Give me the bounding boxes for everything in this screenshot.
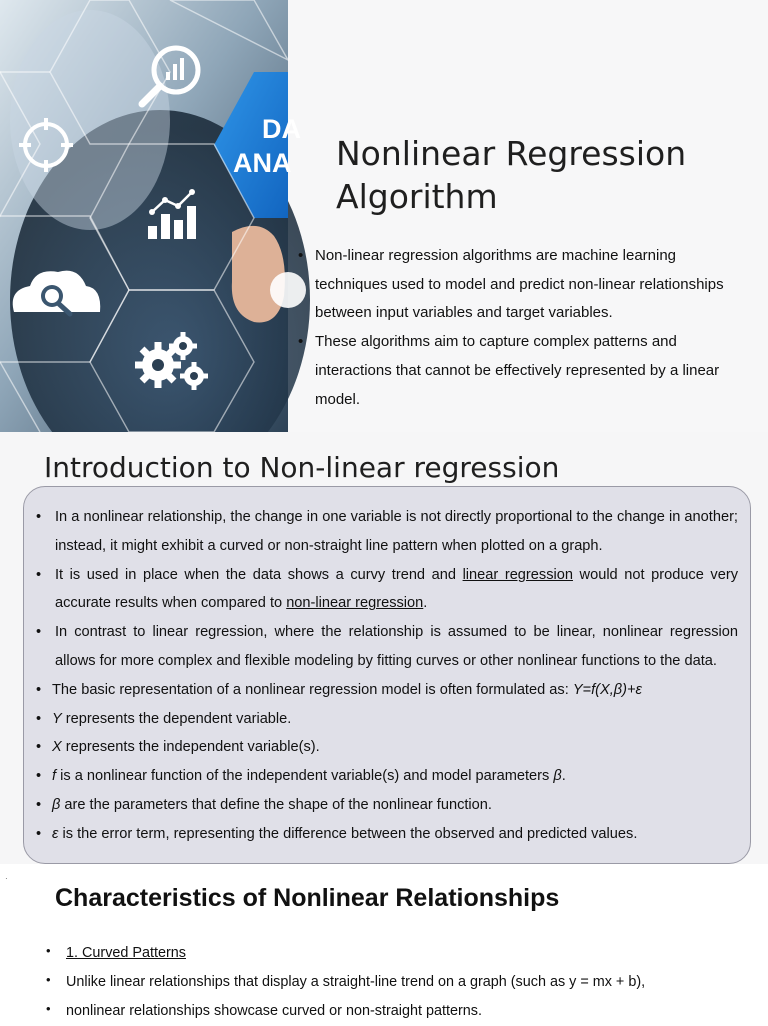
decorative-dot: ·	[5, 874, 8, 883]
symbol: X	[52, 739, 62, 756]
bullet-text: is a nonlinear function of the independent variable(s) and model parameters	[56, 768, 554, 785]
content-bullet-item	[36, 676, 738, 705]
bullet-text: In a nonlinear relationship, the change in one variable is not directly proportional to the change in another; instead, it might exhibit a curved or non-straight line pattern when plotted on a graph.	[55, 509, 738, 554]
characteristics-item: • Unlike linear relationships that display a straight-line trend on a graph (such as y = mx + b),	[44, 968, 744, 997]
content-bullet-item	[36, 618, 738, 676]
symbol: β	[52, 796, 61, 813]
content-bullet-item	[36, 791, 738, 820]
bullet-text: In contrast to linear regression, where the relationship is assumed to be linear, nonlinear regression allows for more complex and flexible modeling by fitting curves or other nonlinear functions to the data.	[55, 624, 738, 669]
curved-patterns-heading: 1. Curved Patterns	[66, 945, 186, 961]
hero-text-line2: ANA	[233, 148, 292, 178]
slide1-title: Nonlinear Regression Algorithm	[336, 134, 687, 216]
content-bullet-item	[36, 503, 738, 561]
characteristics-bullet-list	[44, 939, 744, 1026]
linear-regression-link[interactable]: linear regression	[462, 566, 573, 583]
content-bullet-item	[36, 733, 738, 762]
bullet-text: The basic representation of a nonlinear regression model is often formulated as:	[52, 681, 573, 698]
symbol: β	[553, 768, 562, 785]
hero-illustration	[0, 0, 301, 432]
characteristics-item: • nonlinear relationships showcase curved or non-straight patterns.	[44, 997, 744, 1026]
slide-characteristics-nonlinear	[0, 864, 768, 1024]
bullet-text: .	[561, 768, 566, 785]
bullet-text: .	[423, 595, 428, 612]
content-bullet-item	[36, 705, 738, 734]
symbol: ε	[52, 825, 59, 842]
bullet-text: is the error term, representing the difference between the observed and predicted values.	[58, 825, 638, 842]
non-linear-regression-link[interactable]: non-linear regression	[286, 595, 424, 612]
hero-text-line1: DA	[262, 114, 301, 144]
bullet-text: are the parameters that define the shape of the nonlinear function.	[60, 796, 492, 813]
slide-nonlinear-regression-algorithm	[0, 0, 768, 432]
bullet-text: represents the independent variable(s).	[61, 739, 320, 756]
content-bullet-list	[36, 503, 738, 849]
intro-bullet-item: • These algorithms aim to capture complex patterns and interactions that cannot be effectively represented by a linear model.	[298, 328, 726, 414]
symbol: Y	[52, 710, 62, 727]
intro-bullet-list	[298, 242, 726, 414]
content-bullet-item	[36, 762, 738, 791]
bullet-text: It is used in place when the data shows a curvy trend and	[55, 566, 463, 583]
slide3-title: Characteristics of Nonlinear Relationships	[55, 884, 560, 912]
bullet-text: represents the dependent variable.	[61, 710, 292, 727]
intro-bullet-item: • Non-linear regression algorithms are machine learning techniques used to model and predict non-linear relationships between input variables and target variables.	[298, 242, 726, 328]
bullet-text: would not produce very accurate results when compared to	[55, 566, 738, 612]
symbol: f	[52, 768, 57, 785]
slide2-title: Introduction to Non-linear regression	[44, 451, 560, 484]
formula: Y=f(X,β)+ε	[572, 681, 642, 698]
characteristics-item	[44, 939, 744, 968]
content-box	[23, 486, 751, 864]
slide-introduction-nonlinear-regression	[0, 432, 768, 864]
data-analytics-hero-image	[0, 0, 301, 432]
content-bullet-item	[36, 820, 738, 849]
content-bullet-item	[36, 561, 738, 619]
